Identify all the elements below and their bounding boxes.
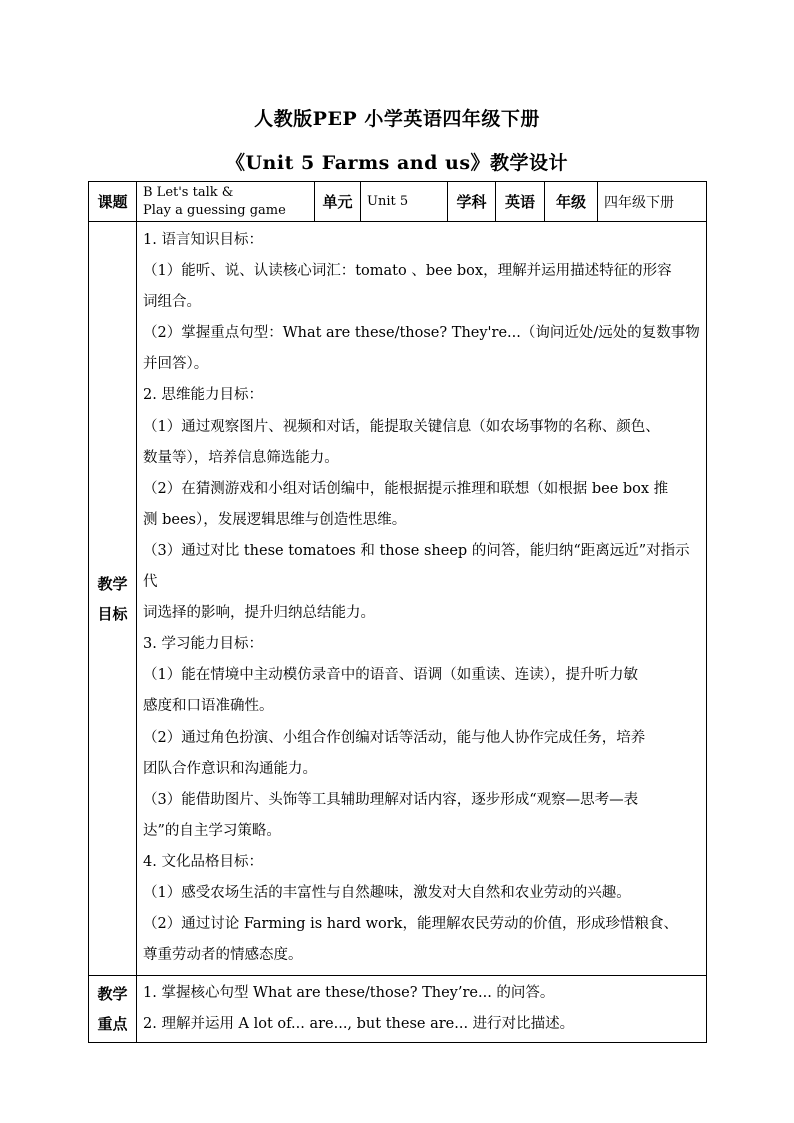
objective-line: 感度和口语准确性。	[143, 698, 274, 715]
topic-line-1: B Let's talk &	[143, 184, 234, 200]
subject-value: 英语	[496, 182, 545, 222]
objectives-label-line-2: 目标	[97, 604, 128, 623]
objective-line: 并回答）。	[143, 356, 209, 373]
objective-line: 尊重劳动者的情感态度。	[143, 947, 303, 964]
objectives-label	[89, 222, 137, 976]
grade-label: 年级	[545, 182, 598, 222]
grade-value: 四年级下册	[598, 182, 707, 222]
document-title: 人教版PEP 小学英语四年级下册	[254, 108, 540, 130]
objective-line: 3. 学习能力目标：	[143, 636, 263, 653]
objective-line: （3）通过对比 these tomatoes 和 those sheep 的问答，能归纳“距离远近”对指示代	[143, 542, 690, 591]
objective-line: （3）能借助图片、头饰等工具辅助理解对话内容，逐步形成“观察—思考—表	[143, 791, 639, 808]
objective-line: （1）能听、说、认读核心词汇：tomato 、bee box，理解并运用描述特征的形容	[143, 263, 672, 280]
objective-line: （2）通过讨论 Farming is hard work，能理解农民劳动的价值，形成珍惜粮食、	[143, 916, 678, 933]
objective-line: （1）通过观察图片、视频和对话，能提取关键信息（如农场事物的名称、颜色、	[143, 418, 660, 435]
key-points-content	[137, 976, 707, 1043]
key-point-line: 1. 掌握核心句型 What are these/those? They’re... 的问答。	[143, 985, 555, 1002]
objectives-label-line-1: 教学	[97, 574, 128, 593]
objective-line: 1. 语言知识目标：	[143, 232, 263, 248]
key-point-line: 2. 理解并运用 A lot of... are..., but these are... 进行对比描述。	[143, 1016, 575, 1033]
objective-line: （1）感受农场生活的丰富性与自然趣味，激发对大自然和农业劳动的兴趣。	[143, 884, 631, 901]
objectives-content	[137, 222, 707, 976]
header-row	[89, 182, 707, 222]
lesson-plan-table	[88, 181, 707, 1043]
unit-label: 单元	[315, 182, 361, 222]
key-points-label-line-1: 教学	[97, 985, 128, 1004]
objective-line: 词组合。	[143, 294, 201, 311]
key-points-label	[89, 976, 137, 1043]
objective-line: 团队合作意识和沟通能力。	[143, 760, 317, 777]
objective-line: 4. 文化品格目标：	[143, 853, 263, 870]
objective-line: （2）在猜测游戏和小组对话创编中，能根据提示推理和联想（如根据 bee box 推	[143, 480, 669, 497]
objective-line: 2. 思维能力目标：	[143, 387, 263, 404]
document-subtitle: 《Unit 5 Farms and us》教学设计	[225, 152, 569, 174]
objective-line: （1）能在情境中主动模仿录音中的语音、语调（如重读、连读），提升听力敏	[143, 667, 638, 684]
objective-line: 达”的自主学习策略。	[143, 822, 281, 839]
subject-label: 学科	[448, 182, 496, 222]
topic-value	[137, 182, 315, 222]
objective-line: （2）掌握重点句型：What are these/those? They're...（询问近处/远处的复数事物	[143, 325, 700, 342]
key-points-label-line-2: 重点	[97, 1015, 128, 1034]
topic-line-2: Play a guessing game	[143, 202, 286, 218]
objective-line: 词选择的影响，提升归纳总结能力。	[143, 605, 375, 622]
topic-label: 课题	[89, 182, 137, 222]
objectives-row	[89, 222, 707, 976]
objective-line: 测 bees），发展逻辑思维与创造性思维。	[143, 511, 407, 528]
unit-value: Unit 5	[361, 182, 448, 222]
key-points-row	[89, 976, 707, 1043]
objective-line: （2）通过角色扮演、小组合作创编对话等活动，能与他人协作完成任务，培养	[143, 729, 646, 746]
objective-line: 数量等），培养信息筛选能力。	[143, 449, 339, 466]
